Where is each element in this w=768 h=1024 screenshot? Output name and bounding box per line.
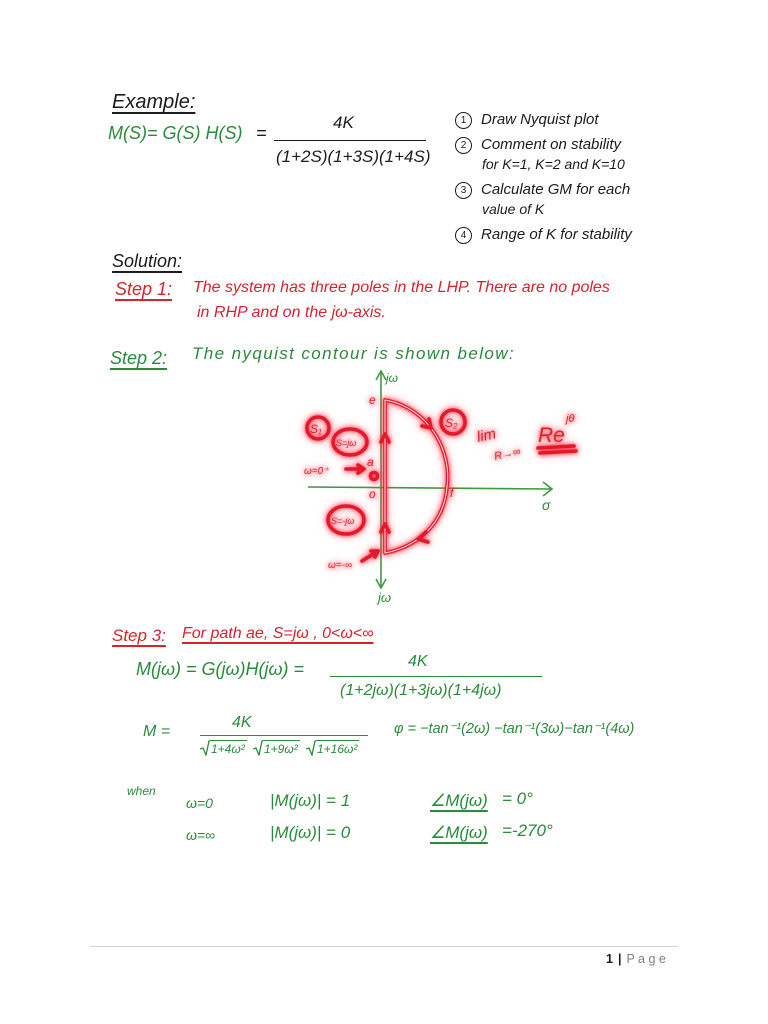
example-transfer-lhs: M(S)= G(S) H(S) xyxy=(108,123,243,143)
point-label-a: a xyxy=(367,455,374,469)
task-number-badge: 1 xyxy=(455,112,472,129)
sqrt-term xyxy=(306,740,359,756)
transfer-function-fraction-bar xyxy=(330,676,542,677)
limit-underline xyxy=(538,446,574,448)
task-text: Calculate GM for each xyxy=(481,181,631,198)
contour-path xyxy=(385,400,448,553)
contour-arrow-clockwise xyxy=(418,532,428,542)
transfer-function-lhs: M(jω) = G(jω)H(jω) = xyxy=(136,659,305,679)
step3-label: Step 3: xyxy=(112,626,166,645)
task-number-badge: 2 xyxy=(455,137,472,154)
footer-separator: | xyxy=(617,952,622,966)
when-label: when xyxy=(127,784,156,798)
case-omega: ω=0 xyxy=(186,795,213,811)
sqrt-radicand: 1+16ω² xyxy=(317,742,358,756)
contour-path-group xyxy=(304,393,576,571)
case-magnitude: |M(jω)| = 1 xyxy=(270,791,351,810)
point-a-marker xyxy=(371,473,378,480)
step1-label: Step 1: xyxy=(115,279,173,299)
footer-divider xyxy=(90,946,678,947)
point-label-o: o xyxy=(369,487,376,501)
task-text-continued: for K=1, K=2 and K=10 xyxy=(482,156,625,173)
example-denominator: (1+2S)(1+3S)(1+4S) xyxy=(276,147,431,166)
step2-text: The nyquist contour is shown below: xyxy=(192,344,516,363)
page-footer xyxy=(606,952,666,966)
limit-expression: Re xyxy=(538,424,565,447)
sqrt-term xyxy=(253,740,300,756)
omega-neg-inf-label: ω=-∞ xyxy=(328,560,353,571)
case-magnitude: |M(jω)| = 0 xyxy=(270,823,351,842)
limit-exponent: jθ xyxy=(566,413,575,425)
axis-label-right: σ xyxy=(542,497,551,513)
point-label-e: e xyxy=(369,393,376,407)
sqrt-term xyxy=(200,740,247,756)
step3-path-condition: For path ae, S=jω , 0<ω<∞ xyxy=(182,625,374,642)
real-axis xyxy=(308,487,552,489)
task-item-2 xyxy=(455,135,625,174)
transfer-function-numerator: 4K xyxy=(408,653,428,670)
nyquist-contour-diagram xyxy=(290,362,610,607)
page-number: 1 xyxy=(606,952,613,966)
phase-equation: φ = −tan⁻¹(2ω) −tan⁻¹(3ω)−tan⁻¹(4ω) xyxy=(394,721,635,737)
page-word: P a g e xyxy=(626,952,666,966)
magnitude-numerator: 4K xyxy=(232,714,252,731)
transfer-function-denominator: (1+2jω)(1+3jω)(1+4jω) xyxy=(340,682,502,699)
radical-sign-icon xyxy=(253,740,263,756)
magnitude-fraction-bar xyxy=(200,735,368,736)
example-equals-sign: = xyxy=(256,123,267,143)
contour-path-core xyxy=(385,400,448,553)
example-fraction-bar xyxy=(274,140,426,141)
task-text: Comment on stability xyxy=(481,136,622,153)
region-s1-label: S₁ xyxy=(310,422,322,436)
limit-lim: lim xyxy=(475,425,498,446)
limit-underline xyxy=(540,451,576,453)
sqrt-radicand: 1+9ω² xyxy=(264,742,298,756)
example-numerator: 4K xyxy=(333,113,354,132)
case-angle: ∠M(jω) xyxy=(430,791,488,810)
step1-text-line: in RHP and on the jω-axis. xyxy=(197,304,386,321)
sqrt-radicand: 1+4ω² xyxy=(211,742,245,756)
task-number-badge: 4 xyxy=(455,227,472,244)
task-item-3 xyxy=(455,180,630,219)
magnitude-lhs: M = xyxy=(143,723,171,740)
task-text: Range of K for stability xyxy=(481,226,632,243)
step1-text-line: The system has three poles in the LHP. There are no poles xyxy=(193,279,610,296)
point-label-f: f xyxy=(450,486,454,500)
radical-sign-icon xyxy=(306,740,316,756)
case-omega: ω=∞ xyxy=(186,827,216,843)
omega-zero-label: ω=0⁺ xyxy=(304,466,329,477)
step2-label: Step 2: xyxy=(110,348,168,368)
task-number-badge: 3 xyxy=(455,182,472,199)
region-s2-label: S₂ xyxy=(445,416,458,430)
task-item-4 xyxy=(455,225,632,245)
task-text-continued: value of K xyxy=(482,201,545,218)
region-upper-axis-label: S=jω xyxy=(336,438,357,448)
limit-subscript: R→∞ xyxy=(493,445,522,463)
case-angle-value: =-270° xyxy=(502,821,553,840)
axis-label-bottom: jω xyxy=(378,590,392,605)
task-item-1 xyxy=(455,110,599,130)
axis-label-top: jω xyxy=(386,371,399,385)
radical-sign-icon xyxy=(200,740,210,756)
case-angle: ∠M(jω) xyxy=(430,823,488,842)
region-lower-axis-label: S=-jω xyxy=(331,516,355,526)
example-heading: Example: xyxy=(112,91,196,113)
solution-heading: Solution: xyxy=(112,251,183,271)
case-angle-value: = 0° xyxy=(502,789,533,808)
task-text: Draw Nyquist plot xyxy=(481,111,599,128)
